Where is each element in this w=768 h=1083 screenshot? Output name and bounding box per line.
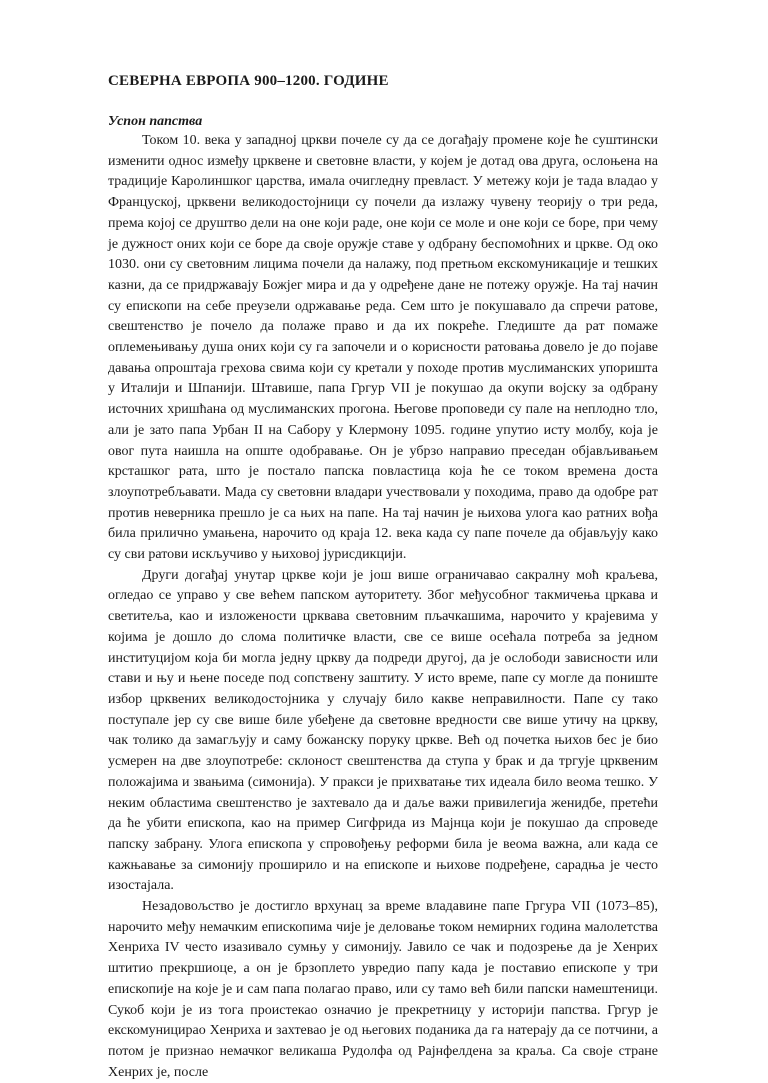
section-heading: Успон папства [108,114,203,129]
document-title: СЕВЕРНА ЕВРОПА 900–1200. ГОДИНЕ [108,73,389,89]
paragraph: Током 10. века у западној цркви почеле су да се догађају промене које ће суштински изменити однос између црквене и световне власти, у којем је дотад ова друга, ослоњена на традиције Каролиншког царства, имала очигледну превласт. У метежу који је тада владао у Француској, црквени великодостојници су почели да излажу чувену теорију о три реда, према којој се друштво дели на оне који раде, оне који се моле и оне који се боре, при чему је дужност оних који се боре да своје оружје ставе у одбрану беспомоћних и цркве. Од око 1030. они су световним лицима почели да налажу, под претњом екскомуникације и тешких казни, да се придржавају Божјег мира и да у одређене дане не потежу оружје. На тај начин су епископи на себе преузели одржавање реда. Сем што је покушавало да спречи ратове, свештенство је почело да полаже право и да их покреће. Гледиште да рат помаже оплемењивању душа оних који су га започели и о корисности ратовања довело је до појаве давања опроштаја грехова свима који су кретали у походе против муслиманских упоришта у Италији и Шпанији. Штавише, папа Гргур VII је покушао да окупи војску за одбрану источних хришћана од муслиманских прогона. Његове проповеди су пале на неплодно тло, али је зато папа Урбан II на Сабору у Клермону 1095. године упутио исту молбу, која је овог пута наишла на опште одобравање. Он је убрзо направио преседан објављивањем крсташког рата, што је постало папска повластица која ће се током времена доста злоупотребљавати. Мада су световни владари учествовали у походима, право да одобре рат против неверника прешло је са њих на папе. На тај начин је њихова улога као ратних вођа била прилично умањена, нарочито од краја 12. века када су папе почеле да објављују како су сви ратови искључиво у њиховој јурисдикцији. [108,133,658,563]
document-page [108,72,658,1083]
paragraph: Незадовољство је достигло врхунац за време владавине папе Гргура VII (1073–85), нарочито међу немачким епископима чије је деловање током немирних година малолетства Хенриха IV често изазивало сумњу у симонију. Јавило се чак и подозрење да је Хенрих штитио прекршиоце, а он је брзоплето увредио папу када је поставио епископе у три епископије на које је и сам папа полагао право, или су тамо већ били папски намештеници. Сукоб који је из тога проистекао означио је прекретницу у историји папства. Гргур је екскомуницирао Хенриха и захтевао је од његових поданика да га натерају да се потчини, а потом је признао немачког великаша Рудолфа од Рајнфелдена за краља. Са своје стране Хенрих је, после [108,899,658,1080]
paragraph: Други догађај унутар цркве који је још више ограничавао сакралну моћ краљева, огледао се управо у све већем папском ауторитету. Због међусобног такмичења цркава и светитеља, као и изложености црквава световним пљачкашима, нарочито у крајевима у којима је дошло до слома политичке власти, све се више осећала потреба за једном институцијом која би могла једну цркву да подреди другој, да је ослободи зависности или стави и њу и њене поседе под сопствену заштиту. У исто време, папе су могле да пониште избор црквених великодостојника у случају било какве неправилности. Папе су тако поступале јер су све више биле убеђене да световне вредности све више утичу на цркву, чак толико да замагљују и саму божанску поруку цркве. Већ од почетка њихов бес је био усмерен на две злоупотребе: склоност свештенства да ступа у брак и да тргује црквеним положајима и звањима (симонија). У пракси је прихватање тих идеала било веома тешко. У неким областима свештенство је захтевало да и даље важи привилегија женидбе, претећи да ће убити епископа, као на пример Сигфрида из Мајнца који је покушао да спроведе папску забрану. Улога епископа у спровођењу реформи била је веома важна, али када се кажњавање за симонију проширило и на епископе и њихове подређене, сарадња је често изостајала. [108,567,658,894]
